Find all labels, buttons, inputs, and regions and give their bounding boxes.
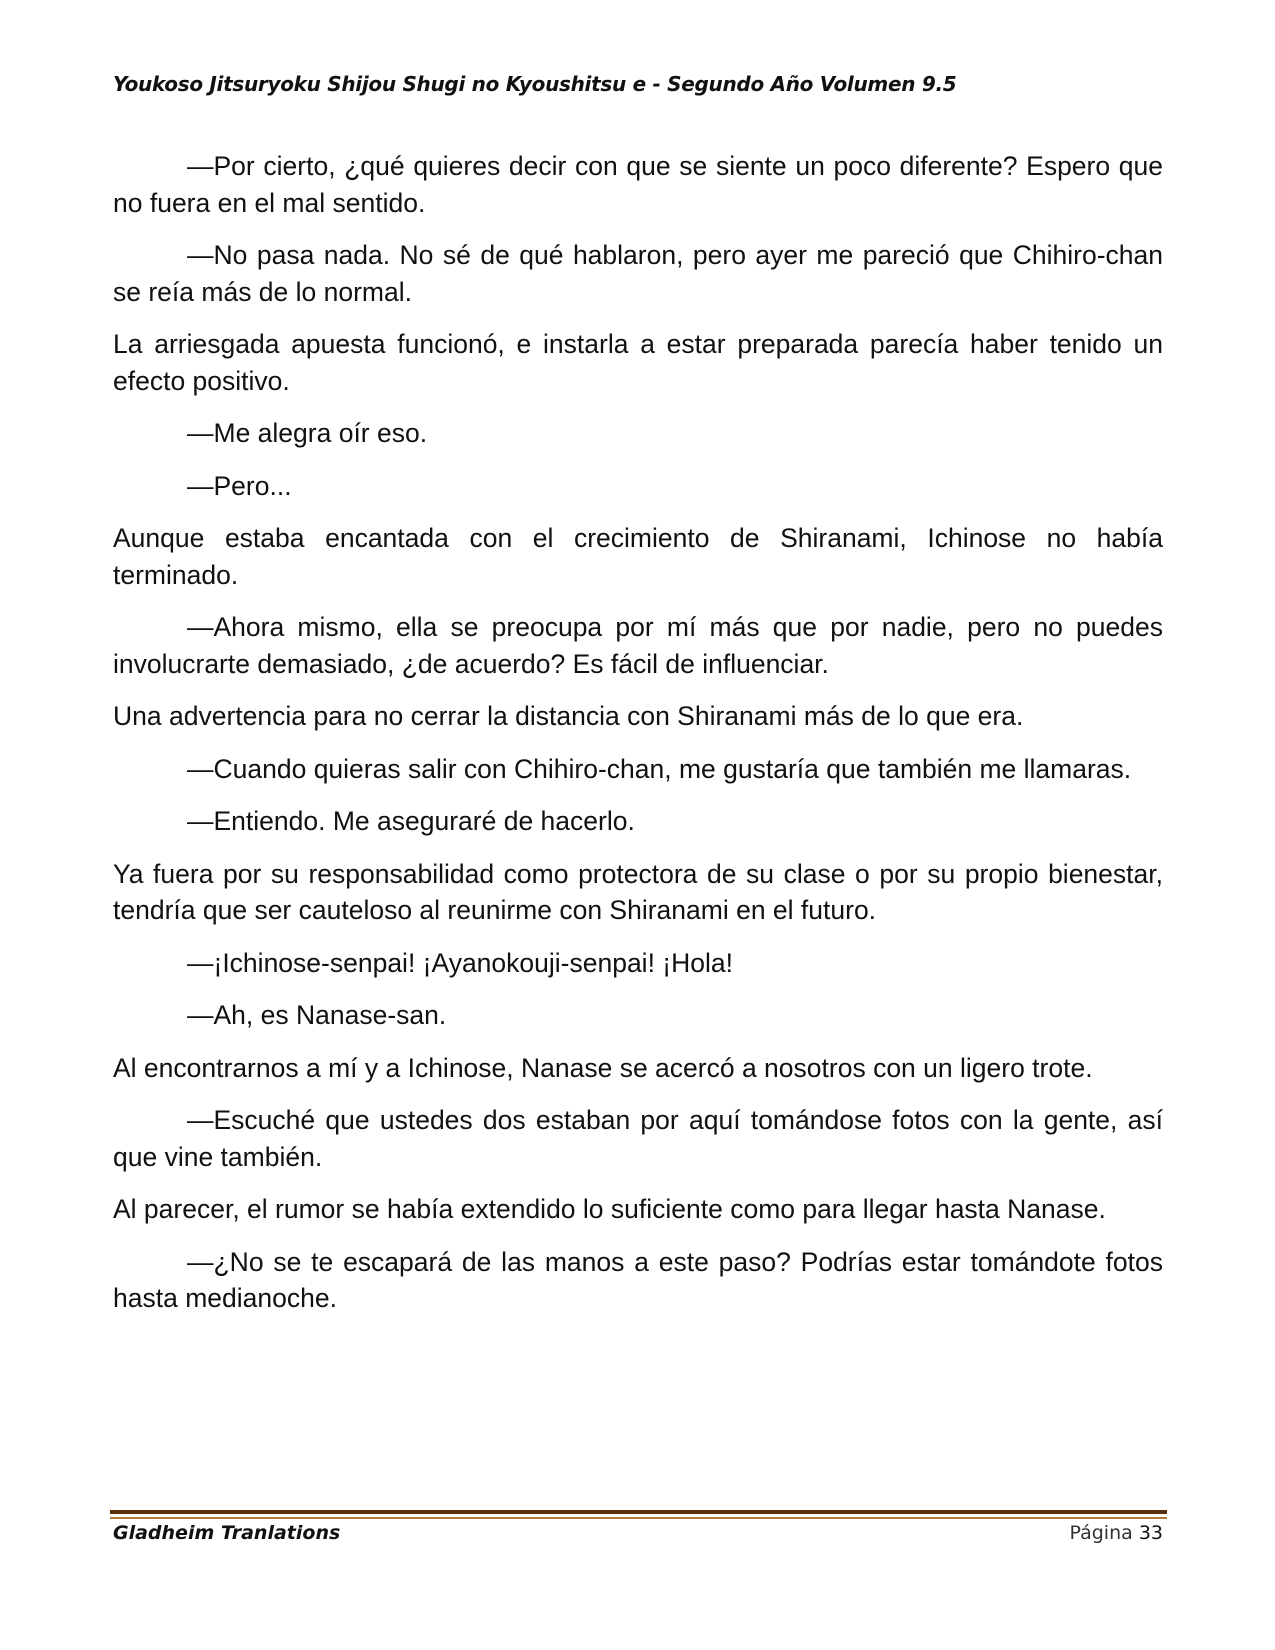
paragraph: —Por cierto, ¿qué quieres decir con que se siente un poco diferente? Espero que no fuera en el mal sentido.: [113, 151, 1163, 218]
footer-rule-thick: [110, 1510, 1167, 1514]
paragraph: —No pasa nada. No sé de qué hablaron, pero ayer me pareció que Chihiro-chan se reía más de lo normal.: [113, 240, 1163, 307]
paragraph: Una advertencia para no cerrar la distancia con Shiranami más de lo que era.: [113, 701, 1024, 731]
paragraph: La arriesgada apuesta funcionó, e instarla a estar preparada parecía haber tenido un efecto positivo.: [113, 329, 1163, 396]
paragraph: —Ahora mismo, ella se preocupa por mí más que por nadie, pero no puedes involucrarte demasiado, ¿de acuerdo? Es fácil de influenciar.: [113, 612, 1163, 679]
paragraph: —Escuché que ustedes dos estaban por aquí tomándose fotos con la gente, así que vine también.: [113, 1105, 1163, 1172]
paragraph: Al parecer, el rumor se había extendido lo suficiente como para llegar hasta Nanase.: [113, 1194, 1106, 1224]
paragraph: —¿No se te escapará de las manos a este paso? Podrías estar tomándote fotos hasta medianoche.: [113, 1246, 1163, 1313]
page-number-block: [1069, 1522, 1163, 1544]
paragraph: —¡Ichinose-senpai! ¡Ayanokouji-senpai! ¡Hola!: [187, 947, 733, 978]
running-header: Youkoso Jitsuryoku Shijou Shugi no Kyoushitsu e - Segundo Año Volumen 9.5: [113, 72, 957, 96]
footer-credit: Gladheim Tranlations: [113, 1522, 341, 1544]
paragraph: Ya fuera por su responsabilidad como protectora de su clase o por su propio bienestar, tendría que ser cauteloso al reunirme con Shiranami en el futuro.: [113, 858, 1163, 925]
page-number: 33: [1138, 1522, 1163, 1544]
footer-divider: [110, 1510, 1167, 1519]
paragraph: Al encontrarnos a mí y a Ichinose, Nanase se acercó a nosotros con un ligero trote.: [113, 1052, 1093, 1083]
paragraph: —Ah, es Nanase-san.: [187, 1000, 447, 1030]
paragraph: —Cuando quieras salir con Chihiro-chan, me gustaría que también me llamaras.: [187, 753, 1132, 784]
paragraph: Aunque estaba encantada con el crecimiento de Shiranami, Ichinose no había terminado.: [113, 523, 1163, 590]
page-label: Página: [1069, 1522, 1133, 1544]
body-text: [113, 148, 1163, 1333]
paragraph: —Me alegra oír eso.: [187, 418, 428, 448]
paragraph: —Entiendo. Me aseguraré de hacerlo.: [187, 806, 635, 836]
footer-rule-thin: [110, 1517, 1167, 1519]
paragraph: —Pero...: [187, 470, 292, 501]
